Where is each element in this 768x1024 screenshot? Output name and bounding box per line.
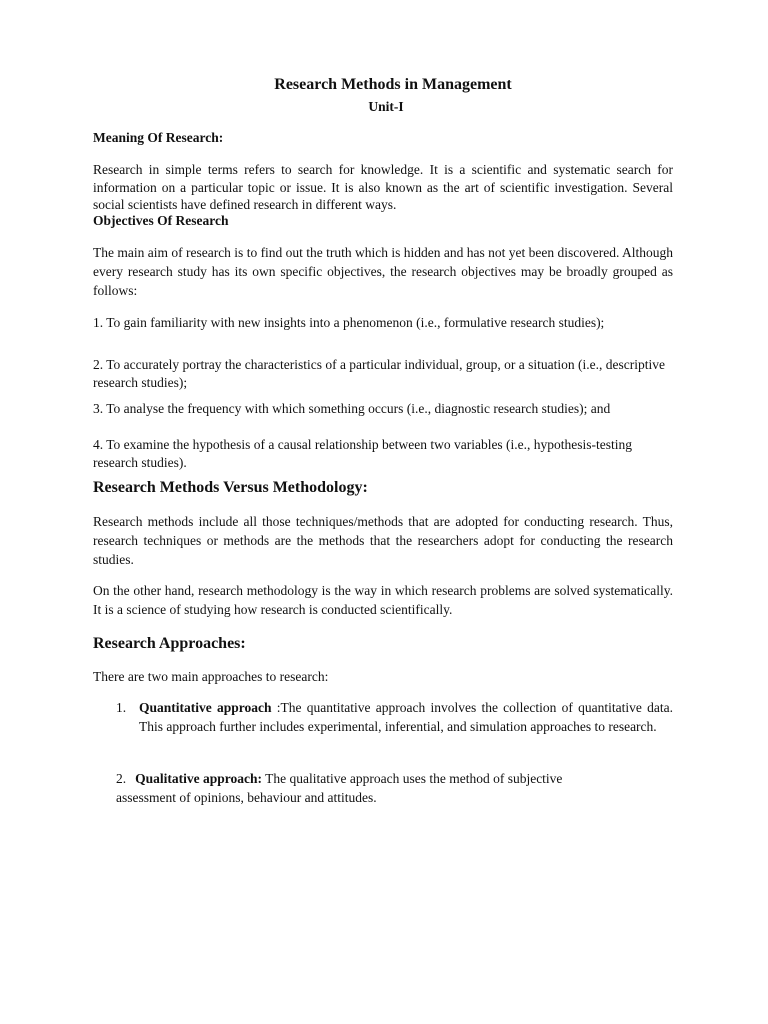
objective-item-1: 1. To gain familiarity with new insights into a phenomenon (i.e., formulative research studies); xyxy=(93,315,605,330)
meaning-heading: Meaning Of Research: xyxy=(93,130,224,145)
approach-text-qualitative: The qualitative approach uses the method of subjective assessment of opinions, behaviour and attitudes. xyxy=(116,771,563,805)
approach-item-quantitative xyxy=(139,698,673,736)
approach-number-2: 2. xyxy=(116,771,127,786)
methods-paragraph: Research methods include all those techniques/methods that are adopted for conducting research. Thus, research techniques or methods are the methods that the researchers adopt for conducting the research studies. xyxy=(93,514,673,567)
approach-term-quantitative: Quantitative approach xyxy=(139,700,272,715)
research-approaches-heading: Research Approaches: xyxy=(93,635,246,652)
approaches-intro: There are two main approaches to research: xyxy=(93,669,329,684)
objective-item-3: 3. To analyse the frequency with which something occurs (i.e., diagnostic research studies); and xyxy=(93,401,611,416)
objectives-intro: The main aim of research is to find out the truth which is hidden and has not yet been discovered. Although every research study has its own specific objectives, the research objectives may be broadly grouped as follows: xyxy=(93,245,673,298)
methods-vs-methodology-heading: Research Methods Versus Methodology: xyxy=(93,479,368,496)
document-subtitle: Unit-I xyxy=(368,99,404,114)
approach-term-qualitative: Qualitative approach: xyxy=(135,771,263,786)
approach-item-qualitative xyxy=(116,769,586,807)
objective-item-4: 4. To examine the hypothesis of a causal relationship between two variables (i.e., hypothesis-testing research studies). xyxy=(93,437,633,470)
document-title: Research Methods in Management xyxy=(274,76,512,93)
objectives-heading: Objectives Of Research xyxy=(93,213,229,228)
methodology-paragraph: On the other hand, research methodology is the way in which research problems are solved systematically. It is a science of studying how research is conducted scientifically. xyxy=(93,583,673,617)
approach-text-quantitative: :The quantitative approach involves the collection of quantitative data. This approach further includes experimental, inferential, and simulation approaches to research. xyxy=(139,700,673,734)
approach-number-1: 1. xyxy=(116,700,127,715)
objective-item-2: 2. To accurately portray the characteristics of a particular individual, group, or a situation (i.e., descriptive research studies); xyxy=(93,357,665,390)
meaning-paragraph: Research in simple terms refers to search for knowledge. It is a scientific and systematic search for information on a particular topic or issue. It is also known as the art of scientific investigation. Several social scientists have defined research in different ways. xyxy=(93,162,673,212)
